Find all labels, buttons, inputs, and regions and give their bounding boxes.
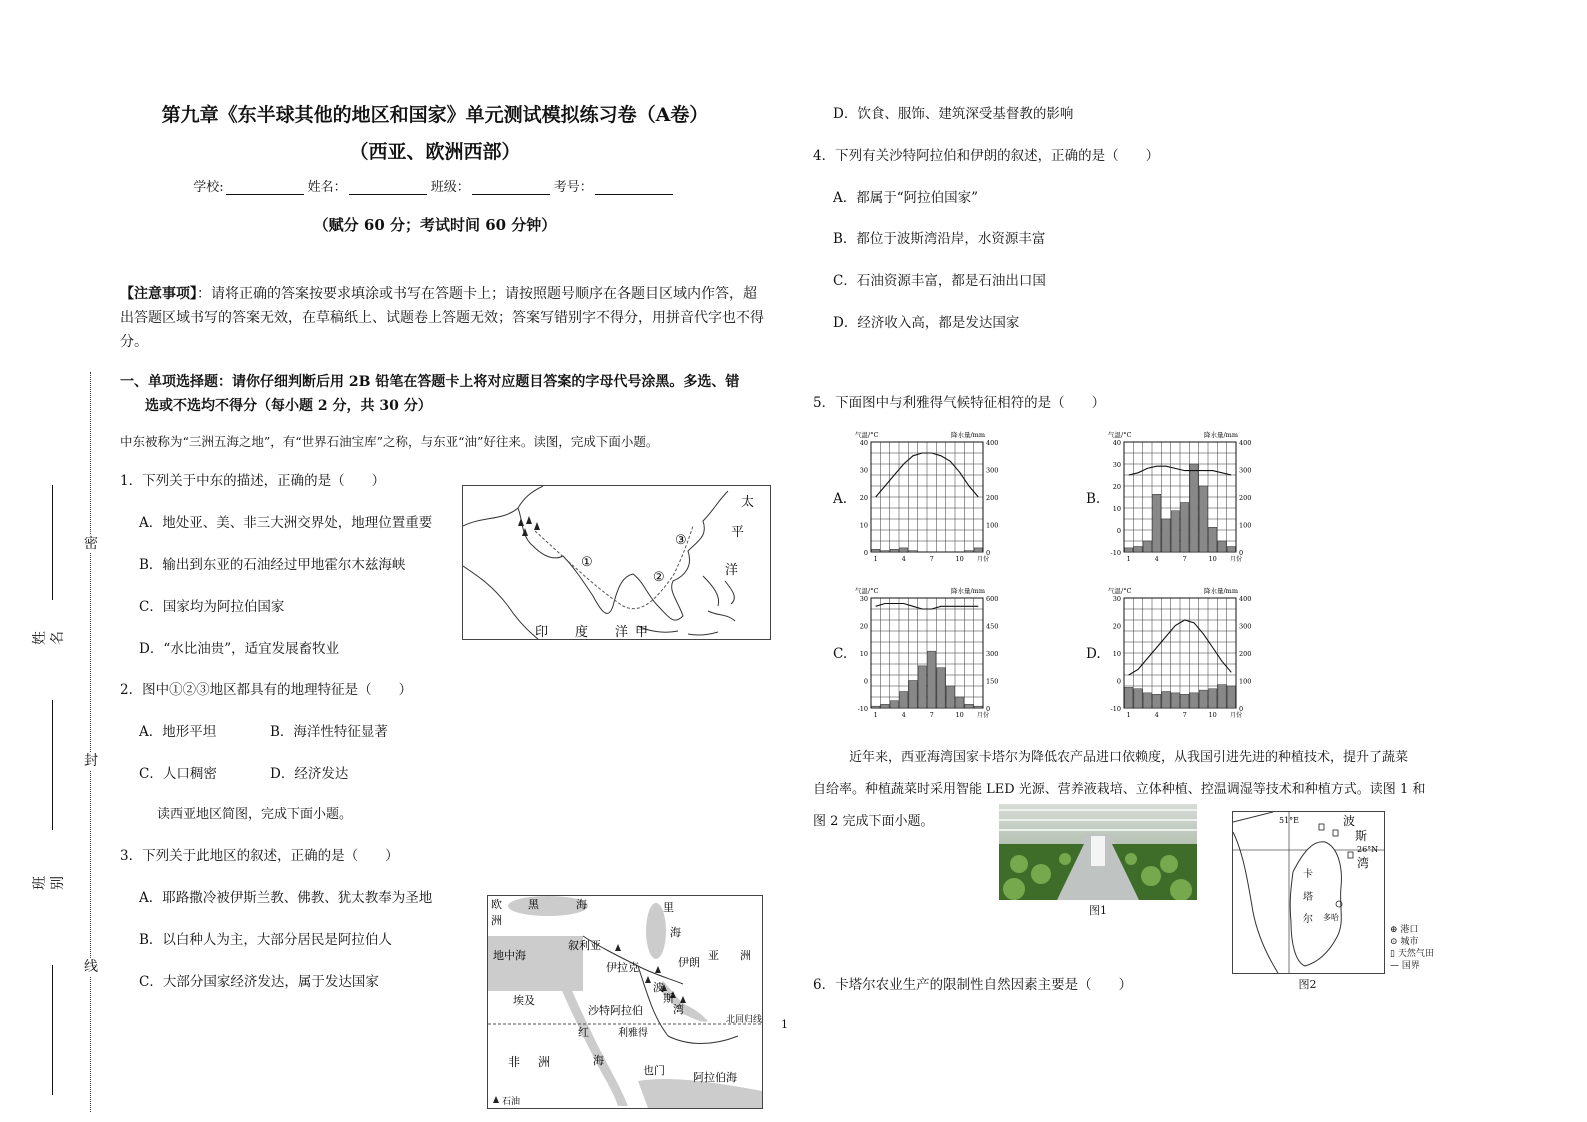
precip-tick: 0: [986, 705, 991, 713]
precip-bar: [909, 681, 917, 709]
precip-bar: [1181, 694, 1189, 708]
temp-tick: 30: [1112, 461, 1121, 469]
temp-tick: -10: [1110, 705, 1121, 713]
precip-tick: 400: [986, 439, 999, 447]
map2-label-mediterranean: 地中海: [493, 949, 526, 962]
climate-chart-b: [1106, 428, 1256, 570]
map2-label-oil: 石油: [502, 1097, 521, 1107]
page-number: 1: [781, 1018, 788, 1031]
precip-tick: 200: [1239, 494, 1252, 502]
month-tick: 10: [955, 555, 964, 563]
qatar-label-26n: 26°N: [1357, 845, 1379, 854]
temp-axis-label: 气温/°C: [1108, 587, 1132, 595]
q1-option-b[interactable]: B．输出到东亚的石油经过甲地霍尔木兹海峡: [139, 557, 406, 573]
q1-option-a[interactable]: A．地处亚、美、非三大洲交界处，地理位置重要: [139, 515, 433, 531]
q2-stem: 2．图中①②③地区都具有的地理特征是（ ）: [120, 682, 413, 698]
precip-bar: [928, 651, 936, 708]
precip-tick: 300: [986, 650, 999, 658]
precip-bar: [881, 551, 889, 552]
map2-label-iran: 伊朗: [678, 956, 700, 969]
class-fill-line: [52, 965, 53, 1095]
map2-label-saudi: 沙特阿拉伯: [588, 1004, 643, 1017]
west-asia-map: [487, 895, 763, 1109]
month-tick: 10: [955, 711, 964, 719]
precip-bar: [1162, 692, 1170, 709]
qatar-label-doha: 多哈: [1323, 913, 1339, 922]
month-label: 月份: [977, 556, 990, 563]
temp-tick: 30: [1112, 595, 1121, 603]
map2-label-zhou3: 洲: [538, 1055, 551, 1069]
q5-option-a[interactable]: A.: [833, 491, 848, 507]
q2-option-d[interactable]: D．经济发达: [270, 766, 349, 782]
precip-bar: [872, 706, 880, 708]
precip-tick: 450: [986, 622, 999, 631]
precip-tick: 0: [1239, 549, 1244, 557]
q4-option-d[interactable]: D．经济收入高，都是发达国家: [833, 315, 1020, 331]
temp-tick: 0: [1116, 677, 1121, 686]
qatar-label-51e: 51°E: [1279, 816, 1300, 825]
map2-label-wan: 湾: [673, 1003, 684, 1016]
page-title: 第九章《东半球其他的地区和国家》单元测试模拟练习卷（A卷）: [161, 104, 709, 126]
id-blank[interactable]: [595, 182, 673, 195]
map2-label-ou: 欧: [491, 898, 502, 911]
temp-tick: 0: [1116, 527, 1121, 535]
temp-tick: 30: [859, 466, 868, 475]
precip-bar: [1190, 693, 1198, 708]
precip-tick: 100: [1239, 521, 1252, 530]
precip-bar: [1125, 548, 1133, 552]
temp-tick: -10: [857, 705, 868, 713]
section-1-line1: 一、单项选择题：请你仔细判断后用 2B 铅笔在答题卡上将对应题目答案的字母代号涂黑。多选、错: [120, 374, 740, 390]
temp-tick: 10: [1112, 505, 1121, 513]
temp-tick: 30: [859, 595, 868, 603]
month-label: 月份: [1230, 556, 1243, 563]
temp-tick: 40: [1112, 439, 1121, 447]
temp-tick: 20: [1112, 622, 1121, 631]
q2-option-c[interactable]: C．人口稠密: [139, 766, 217, 782]
map2-label-yemen: 也门: [643, 1064, 665, 1077]
figure-1-caption: 图1: [1089, 904, 1107, 917]
q1-option-d[interactable]: D．“水比油贵”，适宜发展畜牧业: [139, 641, 340, 657]
legend-gas-field: ▯ 天然气田: [1390, 949, 1434, 959]
map2-label-hong: 红: [578, 1026, 589, 1039]
precip-bar: [1199, 486, 1207, 552]
month-tick: 1: [873, 555, 878, 563]
map2-label-ya: 亚: [708, 949, 719, 962]
qatar-label-si: 斯: [1355, 829, 1368, 843]
map2-label-hei: 黑: [528, 898, 539, 911]
precip-bar: [1153, 694, 1161, 708]
precip-bar: [1162, 519, 1170, 552]
legend-port: ⊕ 港口: [1390, 925, 1419, 935]
map1-label-jia: 甲: [635, 625, 649, 640]
q3-option-d[interactable]: D．饮食、服饰、建筑深受基督教的影响: [833, 106, 1074, 122]
q2-option-b[interactable]: B．海洋性特征显著: [270, 724, 388, 740]
precip-bar: [1134, 689, 1142, 708]
legend-border: — 国界: [1390, 961, 1420, 971]
name-fill-line-top: [52, 485, 53, 600]
seal-char-feng: 封: [81, 752, 101, 770]
precip-tick: 600: [986, 595, 999, 603]
name-label: 姓名：: [307, 180, 347, 195]
q5-option-b[interactable]: B.: [1086, 491, 1101, 507]
precip-tick: 200: [986, 494, 999, 502]
month-tick: 4: [901, 711, 906, 719]
seal-dotted-line: [90, 372, 91, 1112]
precip-bar: [974, 548, 982, 552]
precip-tick: 150: [986, 677, 999, 686]
month-tick: 1: [1126, 711, 1131, 719]
precip-bar: [1218, 541, 1226, 552]
q1-option-c[interactable]: C．国家均为阿拉伯国家: [139, 599, 285, 615]
map1-label-du: 度: [575, 625, 589, 640]
precip-bar: [956, 697, 964, 708]
q6-stem: 6．卡塔尔农业生产的限制性自然因素主要是（ ）: [813, 977, 1133, 993]
q3-option-b[interactable]: B．以白种人为主，大部分居民是阿拉伯人: [139, 932, 392, 948]
section-1-heading: [120, 370, 775, 418]
precip-bar: [974, 706, 982, 708]
section-1-line2: 选或不选均不得分（每小题 2 分，共 30 分）: [145, 398, 432, 414]
intro-1: 中东被称为“三洲五海之地”，有“世界石油宝库”之称，与东亚“油”好往来。读图，完成下面小题。: [120, 434, 659, 449]
precip-bar: [900, 548, 908, 552]
precip-axis-label: 降水量/mm: [1203, 431, 1238, 439]
month-label: 月份: [1230, 712, 1243, 719]
temp-tick: 10: [859, 521, 868, 530]
precip-bar: [1209, 527, 1217, 552]
qatar-label-er: 尔: [1303, 914, 1313, 925]
precip-tick: 100: [1239, 677, 1252, 686]
q4-stem: 4．下列有关沙特阿拉伯和伊朗的叙述，正确的是（ ）: [813, 148, 1160, 164]
map2-label-hai1: 海: [576, 898, 587, 911]
precip-bar: [1190, 464, 1198, 552]
precip-bar: [890, 549, 898, 552]
notice: [120, 282, 770, 354]
precip-bar: [965, 704, 973, 708]
temp-tick: -10: [1110, 549, 1121, 557]
map2-label-syria: 叙利亚: [568, 939, 601, 952]
map2-label-hai3: 海: [593, 1054, 604, 1067]
precip-bar: [946, 686, 954, 708]
q4-option-a[interactable]: A．都属于“阿拉伯国家”: [833, 190, 979, 206]
precip-bar: [1227, 547, 1235, 553]
q4-option-b[interactable]: B．都位于波斯湾沿岸，水资源丰富: [833, 231, 1046, 247]
month-tick: 4: [901, 555, 906, 563]
precip-bar: [909, 551, 917, 552]
map1-label-3: ③: [675, 533, 687, 548]
page-subtitle: （西亚、欧洲西部）: [349, 141, 521, 163]
q5-option-d[interactable]: D.: [1086, 646, 1101, 662]
precip-bar: [1199, 690, 1207, 708]
map2-label-bo: 波: [653, 981, 664, 994]
notice-text: ：请将正确的答案按要求填涂或书写在答题卡上；请按照题号顺序在各题目区域内作答，超出答题区域书写的答案无效，在草稿纸上、试题卷上答题无效；答案写错别字不得分，用拼音代字也不得分。: [120, 286, 764, 350]
map1-label-tai: 太: [741, 495, 755, 510]
month-tick: 7: [929, 555, 934, 563]
map2-label-iraq: 伊拉克: [606, 961, 639, 974]
map1-label-1: ①: [581, 555, 593, 570]
temp-axis-label: 气温/°C: [855, 431, 879, 439]
precip-tick: 300: [986, 466, 999, 475]
temp-tick: 0: [863, 677, 868, 686]
intro-3-line2: 自给率。种植蔬菜时采用智能 LED 光源、营养液栽培、立体种植、控温调湿等技术和种植方式。读图 1 和: [813, 782, 1426, 797]
climate-chart-c: [853, 584, 1003, 726]
middle-east-asia-map: [462, 485, 771, 640]
map2-label-fei: 非: [508, 1055, 521, 1069]
q3-option-a[interactable]: A．耶路撒冷被伊斯兰教、佛教、犹太教奉为圣地: [139, 890, 433, 906]
qatar-map: [1232, 811, 1385, 974]
map1-label-yin: 印: [535, 625, 549, 640]
map1-label-2: ②: [653, 570, 665, 585]
qatar-label-wan: 湾: [1357, 856, 1370, 870]
map2-label-zhou2: 洲: [740, 949, 751, 962]
temp-tick: 10: [859, 650, 868, 658]
precip-bar: [1171, 511, 1179, 552]
margin-name-label: 姓名: [32, 631, 66, 645]
q5-stem: 5．下面图中与利雅得气候特征相符的是（ ）: [813, 395, 1106, 411]
month-tick: 7: [929, 711, 934, 719]
temp-tick: 0: [863, 549, 868, 557]
month-tick: 1: [1126, 555, 1131, 563]
name-blank[interactable]: [349, 182, 427, 195]
precip-bar: [1171, 693, 1179, 708]
precip-bar: [1181, 503, 1189, 553]
student-info-line: [0, 176, 870, 195]
intro-3-line3: 图 2 完成下面小题。: [813, 814, 934, 829]
q2-option-a[interactable]: A．地形平坦: [139, 724, 217, 740]
month-tick: 4: [1154, 555, 1159, 563]
q4-option-c[interactable]: C．石油资源丰富，都是石油出口国: [833, 273, 1046, 289]
temp-tick: 20: [859, 622, 868, 631]
climate-chart-a: [853, 428, 1003, 570]
precip-bar: [1218, 685, 1226, 708]
precip-bar: [965, 551, 973, 552]
q1-stem: 1．下列关于中东的描述，正确的是（ ）: [120, 473, 386, 489]
precip-bar: [1134, 547, 1142, 553]
intro-2: 读西亚地区简图，完成下面小题。: [157, 807, 353, 822]
qatar-label-ta: 塔: [1303, 892, 1313, 903]
precip-bar: [918, 666, 926, 708]
precip-tick: 400: [1239, 439, 1252, 447]
precip-bar: [1143, 693, 1151, 708]
precip-tick: 0: [1239, 705, 1244, 713]
temp-tick: 10: [1112, 650, 1121, 658]
precip-bar: [1153, 494, 1161, 552]
precip-tick: 100: [986, 521, 999, 530]
precip-bar: [1227, 686, 1235, 708]
precip-tick: 300: [1239, 466, 1252, 475]
month-tick: 10: [1208, 555, 1217, 563]
month-tick: 10: [1208, 711, 1217, 719]
precip-tick: 0: [986, 549, 991, 557]
month-tick: 4: [1154, 711, 1159, 719]
month-label: 月份: [977, 712, 990, 719]
map2-label-egypt: 埃及: [513, 994, 535, 1007]
month-tick: 1: [873, 711, 878, 719]
map1-label-yang: 洋: [725, 563, 739, 578]
legend-city: ⊙ 城市: [1390, 937, 1419, 947]
precip-axis-label: 降水量/mm: [950, 587, 985, 595]
map2-label-si: 斯: [663, 992, 674, 1005]
precip-bar: [881, 704, 889, 708]
greenhouse-photo: [999, 804, 1197, 900]
map2-label-zhou: 洲: [491, 914, 502, 927]
margin-class-label: 班别: [32, 876, 66, 890]
temp-tick: 20: [859, 494, 868, 502]
map2-label-arabian-sea: 阿拉伯海: [693, 1071, 737, 1084]
map2-label-tropic: 北回归线: [726, 1015, 763, 1025]
precip-axis-label: 降水量/mm: [1203, 587, 1238, 595]
class-blank[interactable]: [472, 182, 550, 195]
precip-bar: [1209, 689, 1217, 708]
precip-bar: [890, 701, 898, 708]
temp-axis-label: 气温/°C: [1108, 431, 1132, 439]
name-fill-line-bottom: [52, 700, 53, 830]
precip-bar: [1125, 687, 1133, 708]
score-info: （赋分 60 分；考试时间 60 分钟）: [313, 216, 557, 234]
precip-bar: [872, 549, 880, 552]
precip-bar: [900, 692, 908, 709]
precip-axis-label: 降水量/mm: [950, 431, 985, 439]
precip-bar: [1143, 541, 1151, 552]
qatar-legend: [1390, 924, 1434, 972]
month-tick: 7: [1182, 711, 1187, 719]
precip-bar: [937, 668, 945, 708]
qatar-label-bo: 波: [1343, 814, 1356, 828]
q3-option-c[interactable]: C．大部分国家经济发达，属于发达国家: [139, 974, 379, 990]
precip-tick: 200: [1239, 650, 1252, 658]
school-label: 学校:: [193, 180, 224, 195]
temp-tick: 40: [859, 439, 868, 447]
id-label: 考号：: [553, 180, 593, 195]
figure-2-caption: 图2: [1298, 978, 1317, 991]
map1-label-yang2: 洋: [615, 625, 629, 640]
q5-option-c[interactable]: C.: [833, 646, 848, 662]
intro-3-line1: 近年来，西亚海湾国家卡塔尔为降低农产品进口依赖度，从我国引进先进的种植技术，提升了蔬菜: [849, 750, 1409, 765]
seal-char-xian: 线: [81, 958, 101, 976]
qatar-label-ka: 卡: [1303, 869, 1313, 880]
seal-char-mi: 密: [81, 535, 101, 553]
notice-label: 【注意事项】: [120, 286, 197, 302]
month-tick: 7: [1182, 555, 1187, 563]
map2-label-riyadh: 利雅得: [618, 1028, 648, 1039]
map2-label-hai2: 海: [670, 926, 681, 939]
climate-chart-d: [1106, 584, 1256, 726]
class-label: 班级：: [430, 180, 470, 195]
map1-label-ping: 平: [731, 525, 745, 540]
precip-tick: 400: [1239, 595, 1252, 603]
precip-tick: 300: [1239, 622, 1252, 631]
q3-stem: 3．下列关于此地区的叙述，正确的是（ ）: [120, 848, 399, 864]
school-blank[interactable]: [226, 182, 304, 195]
temp-axis-label: 气温/°C: [855, 587, 879, 595]
temp-tick: 20: [1112, 483, 1121, 491]
map2-label-li: 里: [663, 901, 674, 914]
